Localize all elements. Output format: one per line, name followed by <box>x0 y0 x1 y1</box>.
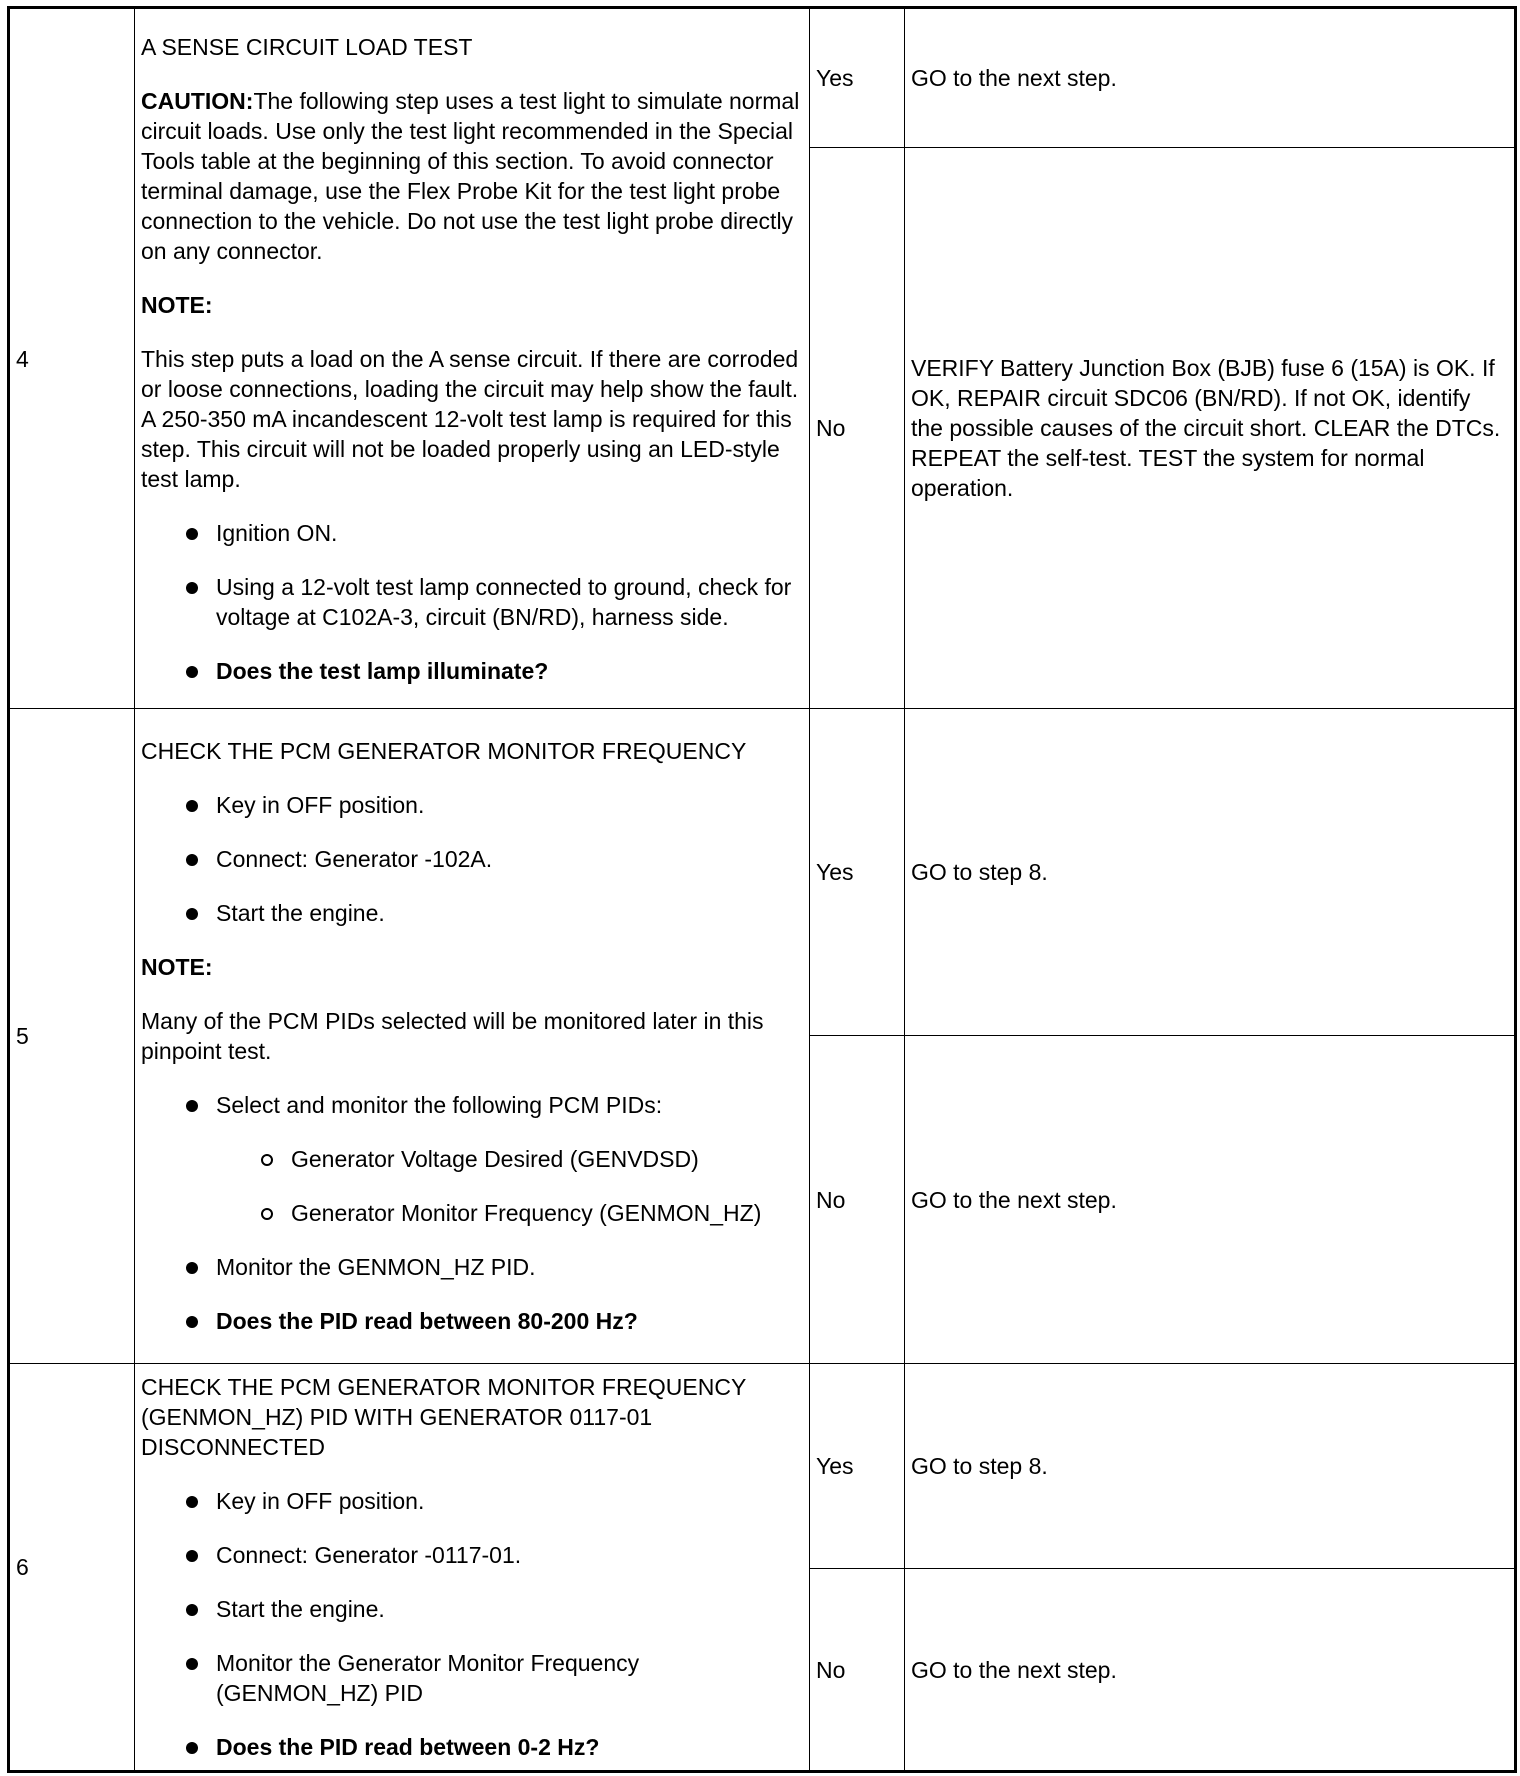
instruction-list <box>141 790 803 928</box>
step-description <box>135 709 810 1364</box>
instruction-list <box>141 518 803 686</box>
caution-paragraph <box>141 86 803 266</box>
note-label: NOTE: <box>141 954 213 980</box>
action-yes: GO to step 8. <box>905 709 1516 1036</box>
list-item: Connect: Generator -0117-01. <box>141 1540 803 1570</box>
diagnostic-document <box>7 6 1514 1770</box>
step-title: A SENSE CIRCUIT LOAD TEST <box>141 33 473 60</box>
action-no: VERIFY Battery Junction Box (BJB) fuse 6 (15A) is OK. If OK, REPAIR circuit SDC06 (BN/RD). If not OK, identify the possible causes of the circuit short. CLEAR the DTCs. REPEAT the self-test. TEST the system for normal operation. <box>905 148 1516 709</box>
step-title: CHECK THE PCM GENERATOR MONITOR FREQUENCY (GENMON_HZ) PID WITH GENERATOR 0117-01 DISCONNECTED <box>141 1374 746 1460</box>
step-row <box>9 8 1516 148</box>
step-number: 5 <box>9 709 135 1364</box>
list-item: Key in OFF position. <box>141 1486 803 1516</box>
action-yes: GO to the next step. <box>905 8 1516 148</box>
action-no: GO to the next step. <box>905 1036 1516 1364</box>
step-number: 4 <box>9 8 135 709</box>
instruction-list <box>141 1486 803 1762</box>
action-yes: GO to step 8. <box>905 1364 1516 1569</box>
answer-yes: Yes <box>810 709 905 1036</box>
list-item: Select and monitor the following PCM PIDs: Generator Voltage Desired (GENVDSD) Generator Monitor Frequency (GENMON_HZ) <box>141 1090 803 1228</box>
question-item: Does the test lamp illuminate? <box>141 656 803 686</box>
pinpoint-test-table <box>7 6 1517 1773</box>
step-number: 6 <box>9 1364 135 1772</box>
answer-no: No <box>810 1036 905 1364</box>
list-item: Connect: Generator -102A. <box>141 844 803 874</box>
step-row <box>9 709 1516 1036</box>
list-item: Start the engine. <box>141 1594 803 1624</box>
note-text: Many of the PCM PIDs selected will be monitored later in this pinpoint test. <box>141 1008 764 1064</box>
sub-list-item: Generator Voltage Desired (GENVDSD) <box>141 1144 803 1174</box>
instruction-list <box>141 1090 803 1336</box>
note-label: NOTE: <box>141 291 213 318</box>
sub-list <box>141 1144 803 1228</box>
list-item: Monitor the Generator Monitor Frequency (GENMON_HZ) PID <box>141 1648 803 1708</box>
action-no: GO to the next step. <box>905 1569 1516 1772</box>
list-item: Key in OFF position. <box>141 790 803 820</box>
answer-yes: Yes <box>810 1364 905 1569</box>
step-description <box>135 1364 810 1772</box>
note-text: This step puts a load on the A sense circuit. If there are corroded or loose connections, loading the circuit may help show the fault. A 250-350 mA incandescent 12-volt test lamp is required for this step. This circuit will not be loaded properly using an LED-style test lamp. <box>141 345 799 492</box>
question-item: Does the PID read between 0-2 Hz? <box>141 1732 803 1762</box>
step-row <box>9 1364 1516 1569</box>
answer-no: No <box>810 1569 905 1772</box>
step-title: CHECK THE PCM GENERATOR MONITOR FREQUENCY <box>141 738 747 764</box>
question-item: Does the PID read between 80-200 Hz? <box>141 1306 803 1336</box>
sub-list-item: Generator Monitor Frequency (GENMON_HZ) <box>141 1198 803 1228</box>
step-description <box>135 8 810 709</box>
list-item: Using a 12-volt test lamp connected to ground, check for voltage at C102A-3, circuit (BN/RD), harness side. <box>141 572 803 632</box>
list-item: Monitor the GENMON_HZ PID. <box>141 1252 803 1282</box>
answer-yes: Yes <box>810 8 905 148</box>
list-item: Start the engine. <box>141 898 803 928</box>
caution-text: The following step uses a test light to simulate normal circuit loads. Use only the test light recommended in the Special Tools table at the beginning of this section. To avoid connector terminal damage, use the Flex Probe Kit for the test light probe connection to the vehicle. Do not use the test light probe directly on any connector. <box>141 87 800 264</box>
list-item: Ignition ON. <box>141 518 803 548</box>
caution-label: CAUTION: <box>141 87 254 114</box>
answer-no: No <box>810 148 905 709</box>
